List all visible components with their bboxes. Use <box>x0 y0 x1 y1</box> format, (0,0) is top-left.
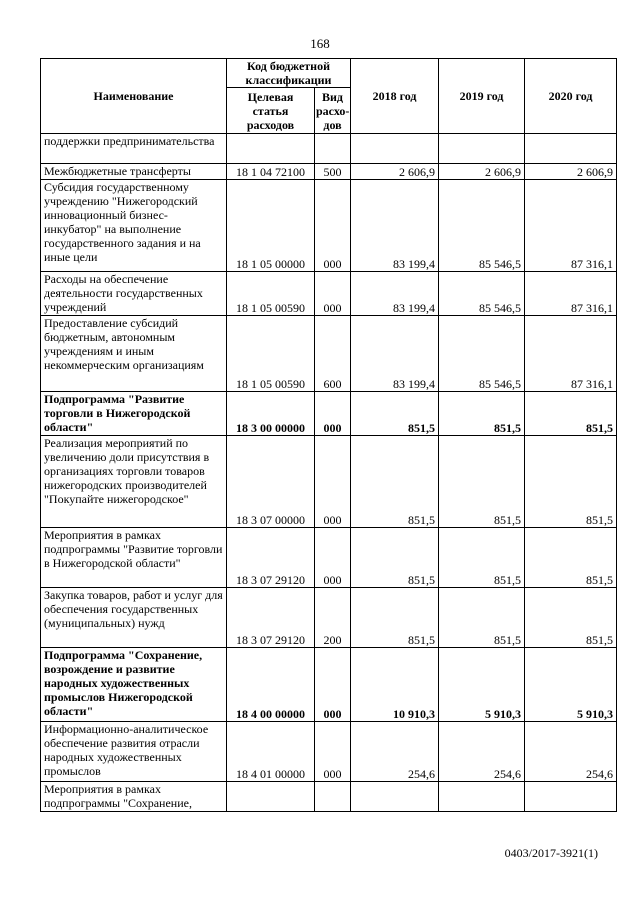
row-name: Реализация мероприятий по увеличению доли присутствия в организациях торговли товаров нижегородских производителей "Покупайте нижегородское" <box>41 436 227 528</box>
row-target-article: 18 3 07 00000 <box>227 436 315 528</box>
row-name: Информационно-аналитическое обеспечение развития отрасли народных художественных промыслов <box>41 722 227 782</box>
header-code-group: Код бюджетной классификации <box>227 59 351 88</box>
row-value-2019: 2 606,9 <box>439 164 525 180</box>
row-name: Межбюджетные трансферты <box>41 164 227 180</box>
row-value-2020: 87 316,1 <box>525 180 617 272</box>
row-target-article: 18 1 04 72100 <box>227 164 315 180</box>
table-row <box>41 180 617 272</box>
row-expense-type: 000 <box>315 436 351 528</box>
row-value-2018: 83 199,4 <box>351 180 439 272</box>
row-expense-type: 000 <box>315 392 351 436</box>
row-target-article: 18 4 00 00000 <box>227 648 315 722</box>
row-expense-type: 000 <box>315 722 351 782</box>
row-name: Закупка товаров, работ и услуг для обеспечения государственных (муниципальных) нужд <box>41 588 227 648</box>
row-target-article: 18 1 05 00000 <box>227 180 315 272</box>
row-value-2018: 2 606,9 <box>351 164 439 180</box>
header-expense-type: Вид расхо-дов <box>316 89 350 132</box>
table-row <box>41 722 617 782</box>
row-value-2020 <box>525 134 617 164</box>
row-expense-type <box>315 134 351 164</box>
row-value-2018: 254,6 <box>351 722 439 782</box>
row-value-2020: 5 910,3 <box>525 648 617 722</box>
row-value-2018: 851,5 <box>351 588 439 648</box>
row-value-2019: 254,6 <box>439 722 525 782</box>
row-value-2019: 85 546,5 <box>439 272 525 316</box>
row-expense-type: 200 <box>315 588 351 648</box>
row-name: Подпрограмма "Сохранение, возрождение и развитие народных художественных промыслов Нижегородской области" <box>41 648 227 722</box>
row-value-2019: 851,5 <box>439 528 525 588</box>
row-name: Мероприятия в рамках подпрограммы "Сохранение, <box>41 782 227 812</box>
row-name: поддержки предпринимательства <box>41 134 227 164</box>
header-year-2020: 2020 год <box>525 59 617 134</box>
page-number: 168 <box>310 36 330 51</box>
table-row <box>41 392 617 436</box>
row-value-2020: 851,5 <box>525 392 617 436</box>
row-value-2019: 851,5 <box>439 392 525 436</box>
row-name: Предоставление субсидий бюджетным, автономным учреждениям и иным некоммерческим организациям <box>41 316 227 392</box>
row-name: Подпрограмма "Развитие торговли в Нижегородской области" <box>41 392 227 436</box>
row-target-article <box>227 134 315 164</box>
table-row <box>41 316 617 392</box>
row-value-2018: 83 199,4 <box>351 272 439 316</box>
table-row <box>41 782 617 812</box>
table-row <box>41 648 617 722</box>
row-value-2020: 254,6 <box>525 722 617 782</box>
row-value-2018: 10 910,3 <box>351 648 439 722</box>
row-value-2019: 85 546,5 <box>439 180 525 272</box>
row-value-2020: 2 606,9 <box>525 164 617 180</box>
row-expense-type: 000 <box>315 180 351 272</box>
budget-table <box>40 58 617 812</box>
row-value-2018: 83 199,4 <box>351 316 439 392</box>
header-name: Наименование <box>41 59 227 134</box>
row-value-2018: 851,5 <box>351 528 439 588</box>
row-target-article: 18 1 05 00590 <box>227 316 315 392</box>
table-row <box>41 588 617 648</box>
row-expense-type: 000 <box>315 648 351 722</box>
header-target-article: Целевая статья расходов <box>227 88 315 134</box>
row-value-2020: 851,5 <box>525 528 617 588</box>
row-value-2018 <box>351 134 439 164</box>
table-body <box>41 134 617 812</box>
row-target-article: 18 3 07 29120 <box>227 588 315 648</box>
header-year-2018: 2018 год <box>351 59 439 134</box>
row-name: Мероприятия в рамках подпрограммы "Развитие торговли в Нижегородской области" <box>41 528 227 588</box>
row-value-2020: 851,5 <box>525 436 617 528</box>
row-value-2019: 851,5 <box>439 436 525 528</box>
row-value-2020 <box>525 782 617 812</box>
row-value-2019 <box>439 782 525 812</box>
row-value-2020: 851,5 <box>525 588 617 648</box>
row-expense-type: 000 <box>315 272 351 316</box>
row-name: Субсидия государственному учреждению "Нижегородский инновационный бизнес-инкубатор" на выполнение государственного задания и на иные цели <box>41 180 227 272</box>
header-year-2019: 2019 год <box>439 59 525 134</box>
document-code: 0403/2017-3921(1) <box>504 846 598 860</box>
row-name: Расходы на обеспечение деятельности государственных учреждений <box>41 272 227 316</box>
row-target-article: 18 3 00 00000 <box>227 392 315 436</box>
table-row <box>41 134 617 164</box>
row-value-2019: 851,5 <box>439 588 525 648</box>
row-value-2020: 87 316,1 <box>525 316 617 392</box>
row-value-2018: 851,5 <box>351 392 439 436</box>
row-target-article <box>227 782 315 812</box>
row-expense-type: 600 <box>315 316 351 392</box>
table-row <box>41 164 617 180</box>
row-target-article: 18 4 01 00000 <box>227 722 315 782</box>
table-row <box>41 272 617 316</box>
row-target-article: 18 3 07 29120 <box>227 528 315 588</box>
row-expense-type: 000 <box>315 528 351 588</box>
table-row <box>41 528 617 588</box>
table-row <box>41 436 617 528</box>
row-value-2019: 5 910,3 <box>439 648 525 722</box>
row-target-article: 18 1 05 00590 <box>227 272 315 316</box>
row-value-2018: 851,5 <box>351 436 439 528</box>
row-value-2019: 85 546,5 <box>439 316 525 392</box>
row-expense-type: 500 <box>315 164 351 180</box>
row-value-2019 <box>439 134 525 164</box>
row-value-2020: 87 316,1 <box>525 272 617 316</box>
row-expense-type <box>315 782 351 812</box>
row-value-2018 <box>351 782 439 812</box>
